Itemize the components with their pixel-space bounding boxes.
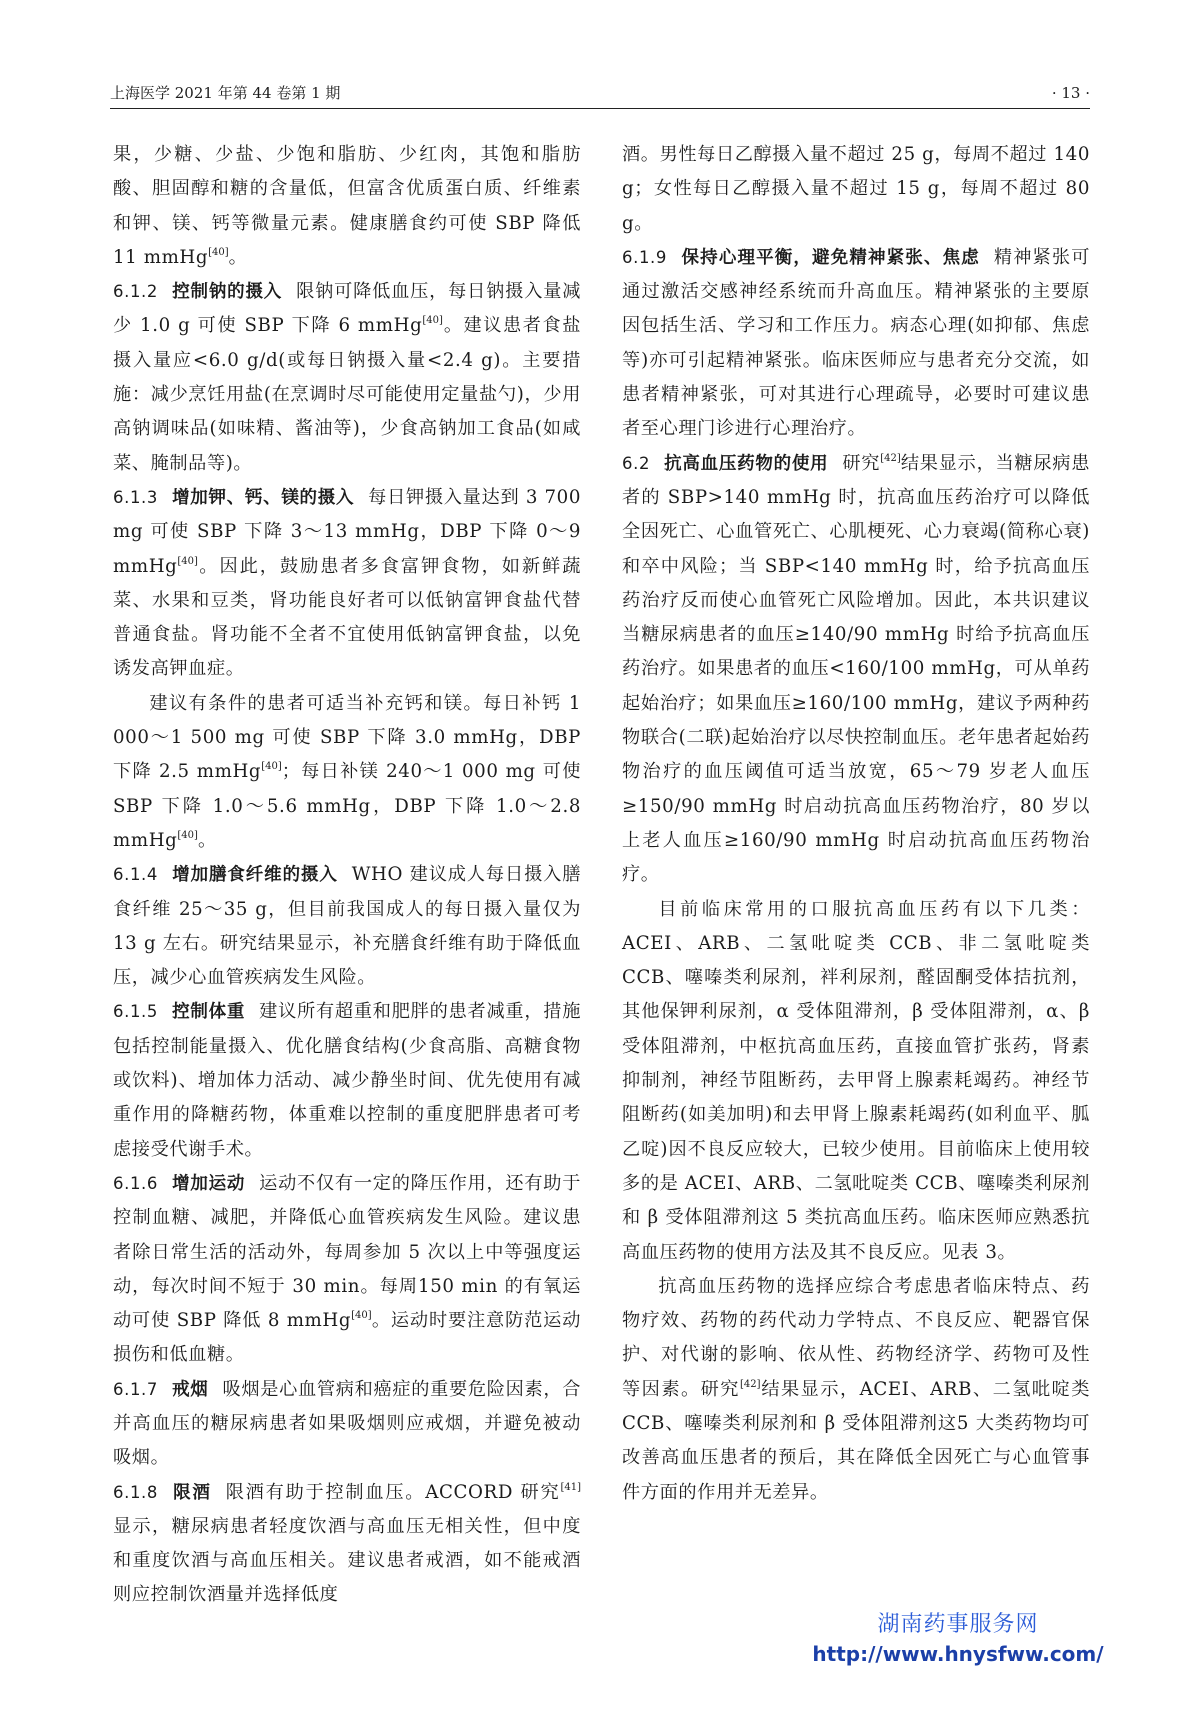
section-heading: 控制体重 [171,1002,246,1023]
paragraph-text: 结果显示，ACEI、ARB、二氢吡啶类 CCB、噻嗪类利尿剂和 β 受体阻滞剂这5 大类药物均可改善高血压患者的预后，其在降低全因死亡与心血管事件方面的作用并无差异。 [622,1378,1091,1503]
citation: [42] [880,452,901,464]
watermark-url[interactable]: http://www.hnysfww.com/ [812,1642,1104,1666]
citation: [41] [560,1481,582,1493]
paragraph-text: 精神紧张可通过激活交感神经系统而升高血压。精神紧张的主要原因包括生活、学习和工作压力。病态心理(如抑郁、焦虑等)亦可引起精神紧张。临床医师应与患者充分交流，如患者精神紧张，可对其进行心理疏导，必要时可建议患者至心理门诊进行心理治疗。 [622,246,1090,440]
citation: [40] [177,555,198,567]
section-number: 6.1.3 [113,487,158,507]
paragraph-text: 。运动时要注意防范运动损伤和低血糖。 [113,1310,581,1366]
section-number: 6.1.5 [113,1002,158,1022]
section-heading: 限酒 [171,1482,212,1503]
paragraph-text: 酒。男性每日乙醇摄入量不超过 25 g，每周不超过 140 g；女性每日乙醇摄入量不超过 15 g，每周不超过 80 g。 [622,144,1090,234]
paragraph-text: 限钠可降低血压，每日钠摄入量减少 1.0 g 可使 SBP 下降 6 mmHg [113,281,581,337]
paragraph-text: 。建议患者食盐摄入量应<6.0 g/d(或每日钠摄入量<2.4 g)。主要措施：减少烹饪用盐(在烹调时尽可能使用定量盐勺)，少用高钠调味品(如味精、酱油等)，少食高钠加工食品(如咸菜、腌制品等)。 [113,315,581,474]
section-6-1-4 [113,858,581,995]
section-number: 6.1.6 [113,1173,158,1193]
paragraph-text: 建议所有超重和肥胖的患者减重，措施包括控制能量摄入、优化膳食结构(少食高脂、高糖食物或饮料)、增加体力活动、减少静坐时间、优先使用有减重作用的降糖药物，体重难以控制的重度肥胖患者可考虑接受代谢手术。 [113,1001,581,1160]
section-6-1-5 [113,995,581,1166]
running-header [110,80,1090,106]
paragraph-text: WHO 建议成人每日摄入膳食纤维 25～35 g，但目前我国成人的每日摄入量仅为 13 g 左右。研究结果显示，补充膳食纤维有助于降低血压，减少心血管疾病发生风险。 [113,864,581,989]
paragraph-text: ；每日补镁 240～1 000 mg 可使 SBP 下降 1.0～5.6 mmHg，DBP 下降 1.0～2.8 mmHg [113,761,581,851]
paragraph-text: 运动不仅有一定的降压作用，还有助于控制血糖、减肥，并降低心血管疾病发生风险。建议患者除日常生活的活动外，每周参加 5 次以上中等强度运动，每次时间不短于 30 min。每周150 min 的有氧运动可使 SBP 降低 8 mmHg [113,1172,581,1332]
section-heading: 增加钾、钙、镁的摄入 [171,487,355,508]
section-6-1-7 [113,1373,581,1476]
section-heading: 控制钠的摄入 [171,282,283,303]
right-column [622,138,1090,1510]
citation: [40] [422,315,443,327]
paragraph [622,138,1090,241]
section-heading: 保持心理平衡，避免精神紧张、焦虑 [680,247,980,268]
citation: [40] [351,1310,372,1322]
paragraph-text: 。 [197,829,217,851]
section-6-1-3 [113,481,581,687]
section-number: 6.1.7 [113,1379,158,1399]
section-heading: 增加运动 [171,1173,246,1194]
left-column [113,138,581,1613]
paragraph-text: 显示，糖尿病患者轻度饮酒与高血压无相关性，但中度和重度饮酒与高血压相关。建议患者戒酒，如不能戒酒则应控制饮酒量并选择低度 [113,1515,581,1606]
watermark [808,1610,1108,1668]
paragraph-text: 。因此，鼓励患者多食富钾食物，如新鲜蔬菜、水果和豆类，肾功能良好者可以低钠富钾食盐代替普通食盐。肾功能不全者不宜使用低钠富钾食盐，以免诱发高钾血症。 [113,555,581,680]
section-6-1-2 [113,275,581,481]
journal-title: 上海医学 2021 年第 44 卷第 1 期 [110,84,341,102]
paragraph-text: 建议有条件的患者可适当补充钙和镁。每日补钙 1 000～1 500 mg 可使 SBP 下降 3.0 mmHg，DBP 下降 2.5 mmHg [113,692,581,783]
section-number: 6.2 [622,453,651,473]
paragraph-text: 目前临床常用的口服抗高血压药有以下几类：ACEI、ARB、二氢吡啶类 CCB、非二氢吡啶类 CCB、噻嗪类利尿剂，袢利尿剂，醛固酮受体拮抗剂，其他保钾利尿剂，α 受体阻滞剂，β 受体阻滞剂，α、β 受体阻滞剂，中枢抗高血压药，直接血管扩张药，肾素抑制剂，神经节阻断药，去甲肾上腺素耗竭药。神经节阻断药(如美加明)和去甲肾上腺素耗竭药(如利血平、胍乙啶)因不良反应较大，已较少使用。目前临床上使用较多的是 ACEI、ARB、二氢吡啶类 CCB、噻嗪类利尿剂和 β 受体阻滞剂这 5 类抗高血压药。临床医师应熟悉抗高血压药物的使用方法及其不良反应。见表 3。 [622,898,1090,1263]
paragraph-drug-selection [622,1270,1090,1510]
citation: [40] [208,246,229,258]
section-6-1-8 [113,1476,581,1613]
paragraph-text: 吸烟是心血管病和癌症的重要危险因素，合并高血压的糖尿病患者如果吸烟则应戒烟，并避免被动吸烟。 [113,1378,581,1469]
paragraph [113,138,581,275]
watermark-name: 湖南药事服务网 [877,1612,1039,1637]
section-6-1-9 [622,241,1090,447]
section-heading: 抗高血压药物的使用 [664,453,829,474]
section-6-2 [622,447,1090,893]
citation: [42] [739,1378,761,1390]
paragraph-text: 限酒有助于控制血压。ACCORD 研究 [225,1481,561,1503]
paragraph-text: 每日钾摄入量达到 3 700 mg 可使 SBP 下降 3～13 mmHg，DBP 下降 0～9 mmHg [113,486,581,577]
paragraph-drug-classes [622,893,1090,1270]
paragraph-text: 研究 [842,452,881,474]
section-heading: 戒烟 [171,1379,209,1400]
paragraph-text: 抗高血压药物的选择应综合考虑患者临床特点、药物疗效、药物的药代动力学特点、不良反应、靶器官保护、对代谢的影响、依从性、药物经济学、药物可及性等因素。研究 [622,1275,1090,1400]
paragraph-text: 结果显示，当糖尿病患者的 SBP>140 mmHg 时，抗高血压药治疗可以降低全因死亡、心血管死亡、心肌梗死、心力衰竭(简称心衰)和卒中风险；当 SBP<140 mmHg 时，给予抗高血压药治疗反而使心血管死亡风险增加。因此，本共识建议当糖尿病患者的血压≥140/90 mmHg 时给予抗高血压药治疗。如果患者的血压<160/100 mmHg，可从单药起始治疗；如果血压≥160/100 mmHg，建议予两种药物联合(二联)起始治疗以尽快控制血压。老年患者起始药物治疗的血压阈值可适当放宽，65～79 岁老人血压≥150/90 mmHg 时启动抗高血压药物治疗，80 岁以上老人血压≥160/90 mmHg 时启动抗高血压药物治疗。 [622,452,1090,886]
section-6-1-6 [113,1167,581,1373]
paragraph-calcium-magnesium [113,687,581,858]
paragraph-text: 果，少糖、少盐、少饱和脂肪、少红肉，其饱和脂肪酸、胆固醇和糖的含量低，但富含优质蛋白质、纤维素和钾、镁、钙等微量元素。健康膳食约可使 SBP 降低 11 mmHg [113,144,581,268]
section-number: 6.1.2 [113,282,158,302]
section-number: 6.1.8 [113,1482,158,1502]
section-heading: 增加膳食纤维的摄入 [171,865,338,886]
citation: [40] [177,829,198,841]
citation: [40] [261,761,282,773]
section-number: 6.1.9 [622,247,667,267]
header-rule [110,108,1090,109]
page-number: · 13 · [1051,84,1090,102]
paragraph-text: 。 [228,246,248,268]
section-number: 6.1.4 [113,865,158,885]
